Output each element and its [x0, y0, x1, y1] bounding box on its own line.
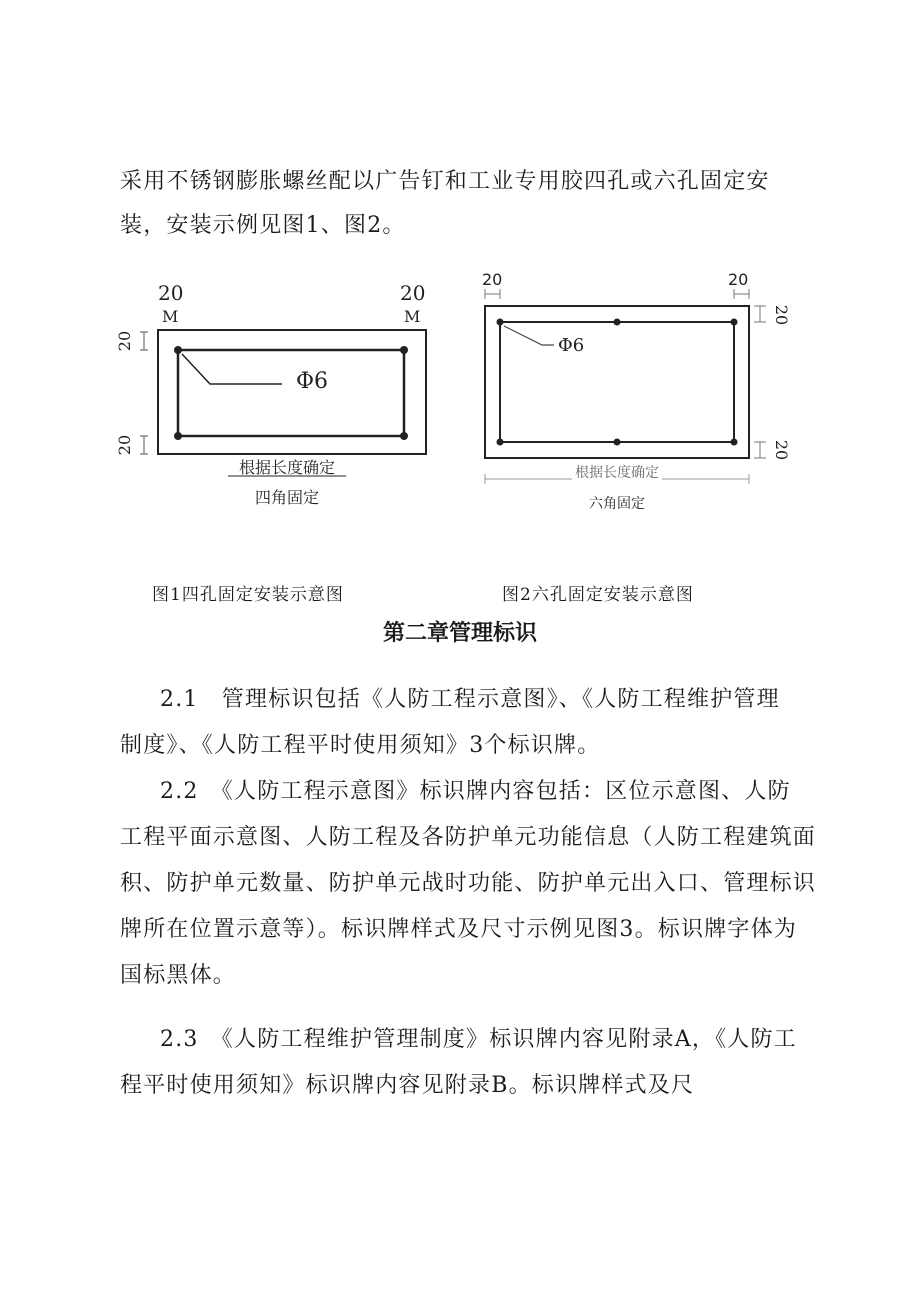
- section-2-2-line-2: 工程平面示意图、人防工程及各防护单元功能信息（人防工程建筑面: [120, 825, 817, 850]
- fig1-top-left-dim: 20: [158, 281, 184, 305]
- section-2-2-line-3: 积、防护单元数量、防护单元战时功能、防护单元出入口、管理标识: [120, 871, 817, 896]
- section-2-3-line-2: 程平时使用须知》标识牌内容见附录B。标识牌样式及尺: [120, 1073, 695, 1098]
- fig1-length-label: 根据长度确定: [238, 458, 336, 477]
- chapter-title: 第二章管理标识: [382, 621, 537, 646]
- fig1-phi-label: Φ6: [296, 369, 329, 394]
- fig2-hole-br: [731, 439, 738, 446]
- fig2-right-top-dim: 20: [772, 304, 791, 326]
- section-2-2-line-1: 2.2 《人防工程示意图》标识牌内容包括：区位示意图、人防: [160, 779, 791, 804]
- fig2-hole-tm: [614, 319, 621, 326]
- figure-2-diagram: [470, 265, 800, 525]
- intro-line-2: 装，安装示例见图1、图2。: [120, 213, 406, 238]
- section-2-2-line-4: 牌所在位置示意等）。标识牌样式及尺寸示例见图3。标识牌字体为: [120, 917, 797, 942]
- fig2-top-left-dim: 20: [482, 270, 503, 289]
- fig2-inner-frame: [500, 322, 734, 442]
- fig2-top-right-dim: 20: [728, 270, 749, 289]
- figure-1-diagram: [100, 270, 440, 520]
- fig1-leader-line: [182, 354, 282, 384]
- fig2-hole-tl: [497, 319, 504, 326]
- fig2-right-bottom-dim: 20: [772, 439, 791, 461]
- fig1-top-right-m: M: [404, 307, 421, 326]
- section-2-1-line-2: 制度》、《人防工程平时使用须知》3个标识牌。: [120, 733, 601, 758]
- fig1-hole-tr: [400, 346, 408, 354]
- section-2-3-line-1: 2.3 《人防工程维护管理制度》标识牌内容见附录A，《人防工: [160, 1027, 797, 1052]
- fig1-top-left-m: M: [162, 307, 179, 326]
- fig1-hole-br: [400, 432, 408, 440]
- fig2-hole-bm: [614, 439, 621, 446]
- fig2-leader-line: [504, 326, 554, 345]
- figure-2-caption: 图2六孔固定安装示意图: [502, 585, 694, 605]
- fig1-method-label: 四角固定: [254, 488, 320, 507]
- fig1-inner-frame: [178, 350, 404, 436]
- fig1-top-right-dim: 20: [400, 281, 426, 305]
- section-2-1-line-1: 2.1 管理标识包括《人防工程示意图》、《人防工程维护管理: [160, 687, 780, 712]
- fig1-hole-tl: [174, 346, 182, 354]
- fig2-phi-label: Φ6: [558, 335, 585, 356]
- fig2-hole-tr: [731, 319, 738, 326]
- intro-line-1: 采用不锈钢膨胀螺丝配以广告钉和工业专用胶四孔或六孔固定安: [120, 169, 770, 194]
- fig2-hole-bl: [497, 439, 504, 446]
- fig1-hole-bl: [174, 432, 182, 440]
- fig2-length-label: 根据长度确定: [575, 465, 659, 481]
- fig1-left-top-dim: 20: [115, 330, 134, 352]
- fig2-outer-frame: [485, 306, 749, 458]
- fig1-left-bottom-dim: 20: [115, 434, 134, 456]
- section-2-2-line-5: 国标黑体。: [120, 963, 237, 988]
- figure-1-caption: 图1四孔固定安装示意图: [152, 585, 344, 605]
- fig2-method-label: 六角固定: [589, 496, 645, 512]
